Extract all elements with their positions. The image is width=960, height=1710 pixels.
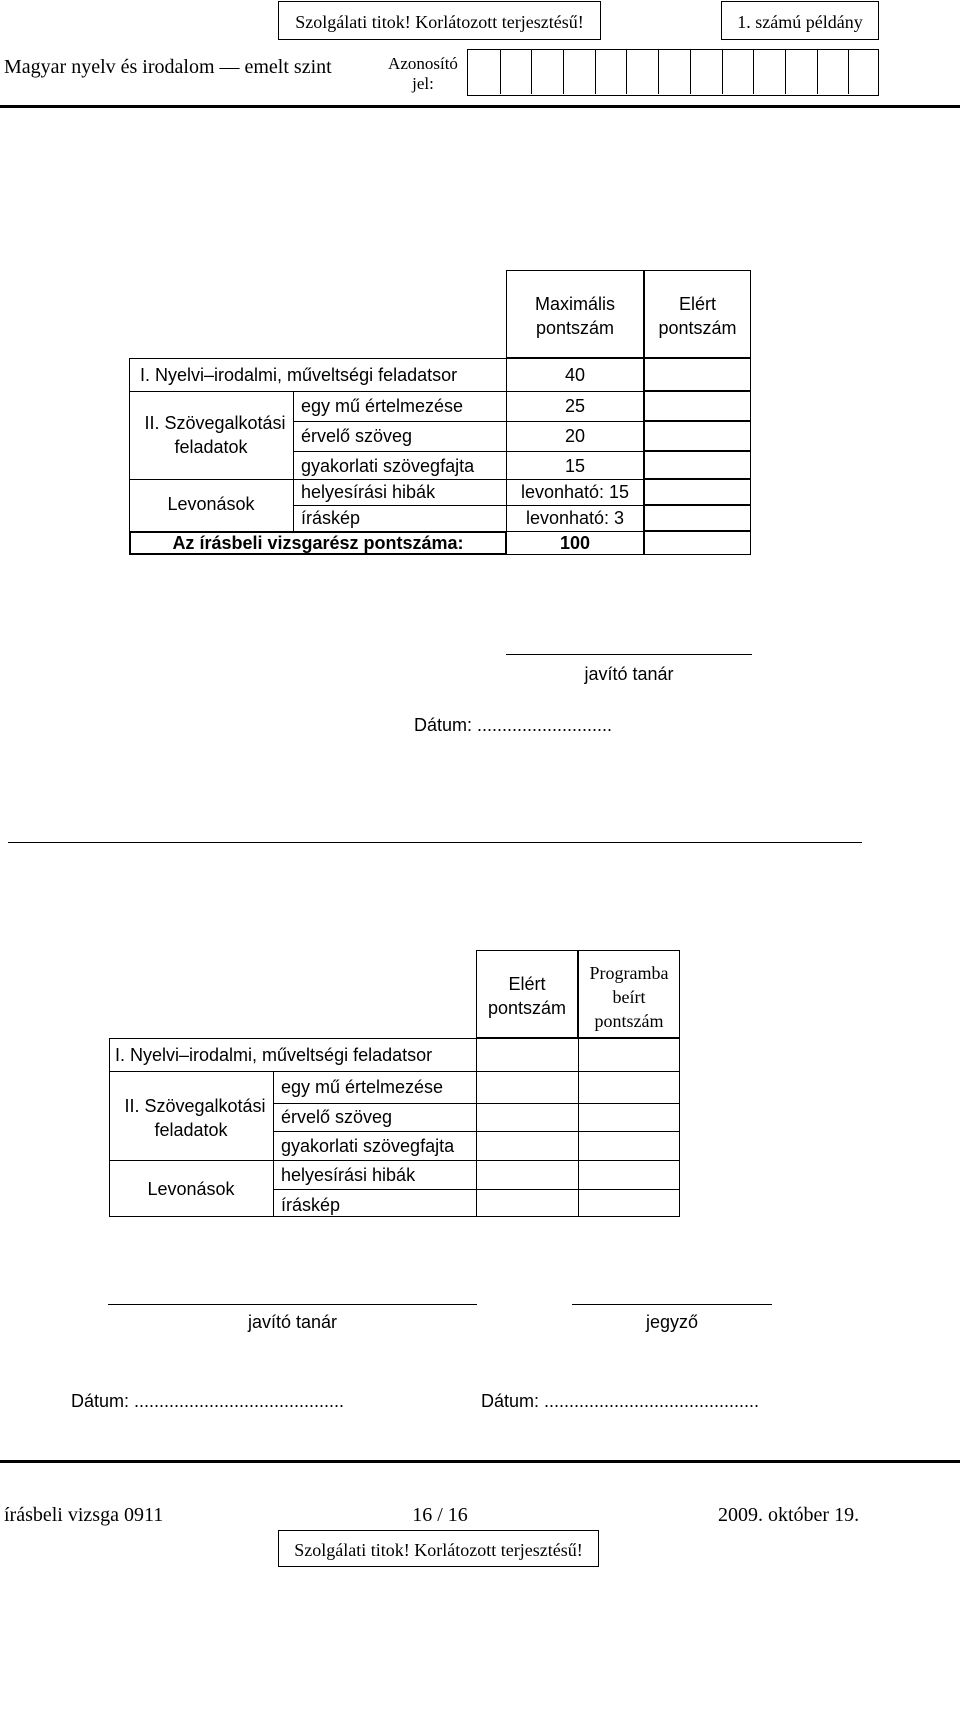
signature2-right-line bbox=[572, 1304, 772, 1305]
t2-col-entered-line2: beírt bbox=[612, 987, 646, 1007]
t1-achieved-task2[interactable] bbox=[644, 421, 751, 451]
footer-rule bbox=[0, 1460, 960, 1463]
t1-row-task3: gyakorlati szövegfajta bbox=[301, 456, 475, 476]
copy-number-text: 1. számú példány bbox=[737, 12, 863, 32]
t2-row-line bbox=[273, 1131, 680, 1132]
t1-group-part2-line1: II. Szövegalkotási bbox=[144, 413, 286, 433]
header-rule bbox=[0, 105, 960, 108]
t2-row-task2: érvelő szöveg bbox=[281, 1107, 393, 1127]
t1-col-divider-sub bbox=[293, 391, 294, 531]
confidential-footer-text: Szolgálati titok! Korlátozott terjesztésű! bbox=[294, 1540, 583, 1560]
t2-col-divider-entered bbox=[578, 1038, 579, 1217]
t1-row-part1: I. Nyelvi–irodalmi, műveltségi feladatsor bbox=[140, 365, 458, 385]
t2-col-entered-line3: pontszám bbox=[594, 1011, 664, 1031]
id-label bbox=[380, 54, 466, 94]
t2-col-achieved-line2: pontszám bbox=[487, 998, 567, 1018]
t1-col-achieved-label bbox=[644, 292, 751, 340]
t1-row-line bbox=[129, 479, 644, 480]
t2-group-part2-line2: feladatok bbox=[154, 1120, 228, 1140]
t2-row-task3: gyakorlati szövegfajta bbox=[281, 1136, 455, 1156]
footer-exam: írásbeli vizsga 0911 bbox=[4, 1504, 164, 1526]
id-code-box[interactable] bbox=[848, 50, 880, 94]
t1-col-achieved-line1: Elért bbox=[678, 294, 716, 314]
t1-group-part2 bbox=[129, 411, 293, 459]
signature2-right-date: Dátum: ........................................... bbox=[481, 1391, 760, 1411]
id-code-box[interactable] bbox=[500, 50, 532, 94]
t1-total-value: 100 bbox=[559, 533, 591, 553]
t1-col-max-label bbox=[506, 292, 644, 340]
id-code-boxes[interactable] bbox=[467, 49, 879, 96]
id-code-box[interactable] bbox=[690, 50, 722, 94]
t1-row-task1-max: 25 bbox=[564, 396, 586, 416]
id-code-box[interactable] bbox=[468, 50, 500, 94]
t1-total-label: Az írásbeli vizsgarész pontszáma: bbox=[172, 533, 464, 553]
t2-row-line bbox=[273, 1103, 680, 1104]
signature1-role: javító tanár bbox=[584, 664, 674, 684]
signature2-left-role: javító tanár bbox=[247, 1312, 338, 1332]
footer-date: 2009. október 19. bbox=[718, 1504, 860, 1526]
t1-achieved-task3[interactable] bbox=[644, 451, 751, 479]
t2-row-spelling: helyesírási hibák bbox=[281, 1165, 416, 1185]
t1-row-spelling: helyesírási hibák bbox=[301, 482, 436, 502]
t1-row-line bbox=[293, 421, 644, 422]
t2-row-line bbox=[109, 1160, 680, 1161]
id-code-box[interactable] bbox=[626, 50, 658, 94]
t1-row-part1-max: 40 bbox=[564, 365, 586, 385]
t2-col-divider-achieved bbox=[476, 1038, 477, 1217]
id-label-line2: jel: bbox=[412, 74, 434, 93]
t1-col-max-line1: Maximális bbox=[534, 294, 615, 314]
t1-row-line bbox=[293, 451, 644, 452]
signature2-right-role: jegyző bbox=[645, 1312, 699, 1332]
t2-col-divider-sub bbox=[273, 1071, 274, 1217]
t1-achieved-handwriting[interactable] bbox=[644, 505, 751, 531]
t1-achieved-total[interactable] bbox=[644, 531, 751, 555]
t1-col-achieved-line2: pontszám bbox=[658, 318, 737, 338]
t1-col-max-line2: pontszám bbox=[535, 318, 615, 338]
signature1-date: Dátum: ........................... bbox=[414, 715, 613, 735]
id-code-box[interactable] bbox=[563, 50, 595, 94]
t1-achieved-task1[interactable] bbox=[644, 391, 751, 421]
t2-col-entered-line1: Programba bbox=[589, 963, 669, 983]
t2-row-line bbox=[109, 1071, 680, 1072]
t1-row-line bbox=[293, 505, 644, 506]
id-code-box[interactable] bbox=[753, 50, 785, 94]
id-code-box[interactable] bbox=[595, 50, 627, 94]
footer-page-number: 16 / 16 bbox=[412, 1504, 468, 1526]
t2-col-achieved-line1: Elért bbox=[508, 974, 546, 994]
confidential-header-text: Szolgálati titok! Korlátozott terjesztésű! bbox=[295, 12, 584, 32]
t2-row-part1: I. Nyelvi–irodalmi, műveltségi feladatsor bbox=[115, 1045, 433, 1065]
subject-title: Magyar nyelv és irodalom — emelt szint bbox=[4, 56, 332, 78]
signature2-left-line bbox=[108, 1304, 477, 1305]
id-code-box[interactable] bbox=[785, 50, 817, 94]
t2-col-achieved-label bbox=[476, 972, 578, 1020]
t1-row-task1: egy mű értelmezése bbox=[301, 396, 464, 416]
t1-group-part2-line2: feladatok bbox=[174, 437, 248, 457]
id-code-box[interactable] bbox=[658, 50, 690, 94]
t1-row-task2: érvelő szöveg bbox=[301, 426, 413, 446]
t1-row-line bbox=[129, 391, 644, 392]
id-label-line1: Azonosító bbox=[388, 54, 458, 73]
t2-col-entered-label bbox=[578, 961, 680, 1033]
t1-achieved-spelling[interactable] bbox=[644, 479, 751, 505]
id-code-box[interactable] bbox=[531, 50, 563, 94]
t1-group-deductions: Levonások bbox=[167, 494, 255, 514]
signature2-left-date: Dátum: .......................................... bbox=[71, 1391, 345, 1411]
t1-row-handwriting-max: levonható: 3 bbox=[525, 508, 625, 528]
t2-group-part2 bbox=[109, 1094, 273, 1142]
t2-row-handwriting: íráskép bbox=[281, 1195, 341, 1215]
t1-row-task2-max: 20 bbox=[564, 426, 586, 446]
t2-row-task1: egy mű értelmezése bbox=[281, 1077, 444, 1097]
t1-row-task3-max: 15 bbox=[564, 456, 586, 476]
signature1-line bbox=[506, 654, 752, 655]
id-code-box[interactable] bbox=[722, 50, 754, 94]
id-code-box[interactable] bbox=[817, 50, 849, 94]
t1-row-spelling-max: levonható: 15 bbox=[520, 482, 630, 502]
t1-achieved-part1[interactable] bbox=[644, 358, 751, 391]
t2-group-deductions: Levonások bbox=[147, 1179, 235, 1199]
t1-row-handwriting: íráskép bbox=[301, 508, 361, 528]
t2-group-part2-line1: II. Szövegalkotási bbox=[124, 1096, 266, 1116]
t2-row-line bbox=[273, 1189, 680, 1190]
section-divider bbox=[8, 842, 862, 843]
